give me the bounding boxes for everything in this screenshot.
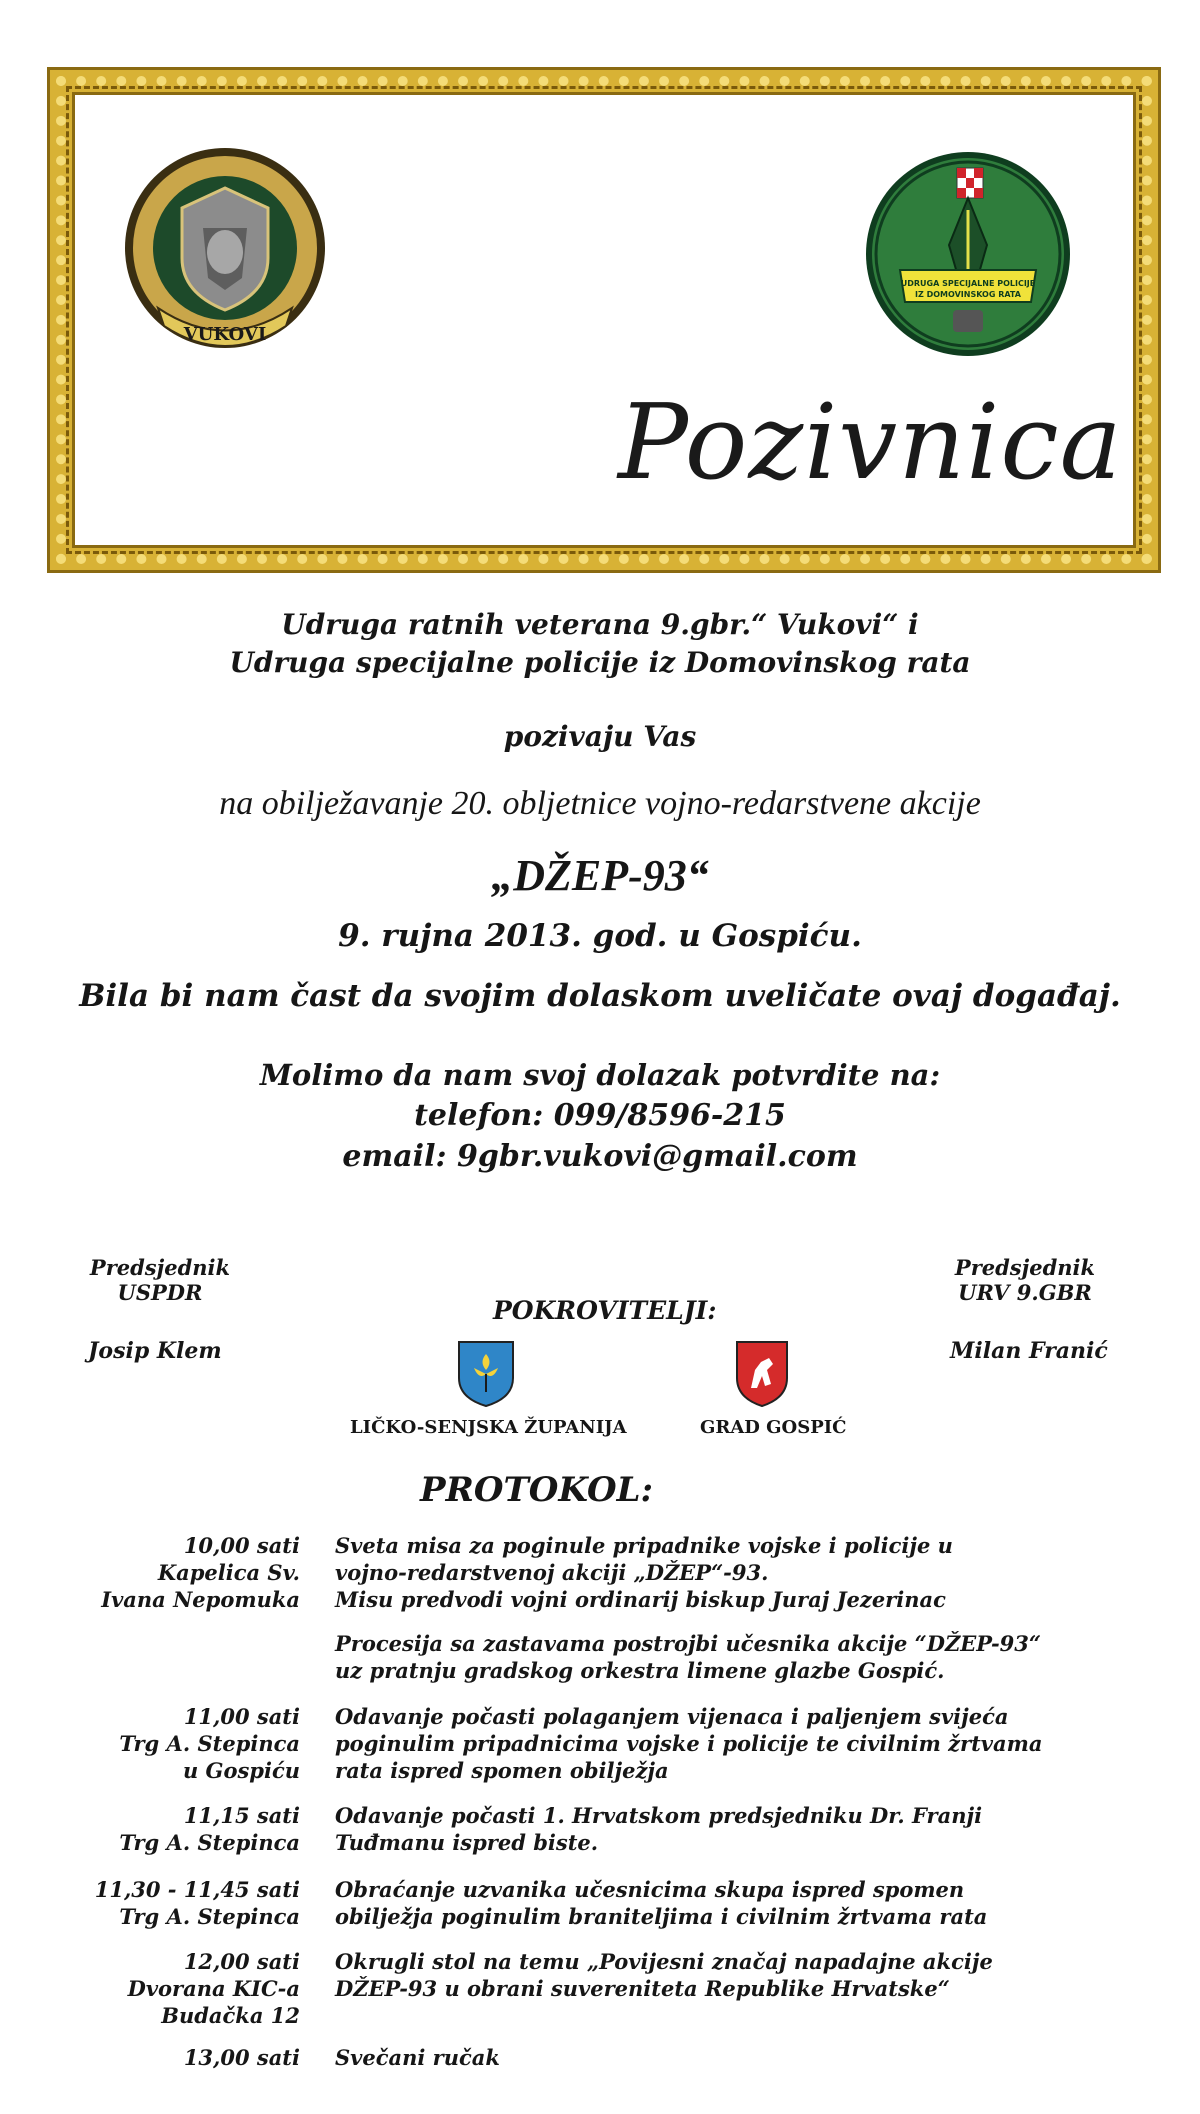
what-line: rata ispred spomen obilježja: [335, 1758, 669, 1783]
protocol-what: [335, 1630, 1165, 1684]
what-line: vojno-redarstvenoj akciji „DŽEP“-93.: [335, 1560, 769, 1585]
protocol-when: [0, 1948, 300, 2029]
svg-text:VUKOVI: VUKOVI: [183, 324, 267, 345]
when-line: Dvorana KIC-a: [127, 1976, 300, 2001]
protocol-when: [0, 1532, 300, 1613]
protocol-what: [335, 1532, 1165, 1613]
action-name: „DŽEP-93“: [491, 851, 709, 900]
protocol-when: [0, 2044, 300, 2071]
what-line: Misu predvodi vojni ordinarij biskup Juraj Jezerinac: [335, 1587, 946, 1612]
protocol-when: [0, 1876, 300, 1930]
occasion-line: na obilježavanje 20. obljetnice vojno-redarstvene akcije: [219, 785, 981, 822]
protocol-what: [335, 1802, 1165, 1856]
patrons-title: POKROVITELJI:: [493, 1296, 717, 1325]
organizer-line-1: Udruga ratnih veterana 9.gbr.“ Vukovi“ i: [281, 608, 919, 641]
email-contact: email: 9gbr.vukovi@gmail.com: [342, 1139, 858, 1174]
what-line: Odavanje počasti 1. Hrvatskom predsjedniku Dr. Franji: [335, 1803, 983, 1828]
what-line: poginulim pripadnicima vojske i policije te civilnim žrtvama: [335, 1731, 1043, 1756]
organizer-line-2: Udruga specijalne policije iz Domovinskog rata: [229, 646, 971, 679]
when-line: Ivana Nepomuka: [101, 1587, 300, 1612]
what-line: Sveta misa za poginule pripadnike vojske i policije u: [335, 1533, 953, 1558]
when-line: Trg A. Stepinca: [119, 1904, 300, 1929]
left-title-2: USPDR: [117, 1280, 203, 1305]
left-title-1: Predsjednik: [89, 1255, 231, 1280]
phone-contact: telefon: 099/8596-215: [414, 1098, 786, 1133]
what-line: Obraćanje uzvanika učesnicima skupa ispred spomen: [335, 1877, 965, 1902]
when-line: 11,15 sati: [183, 1803, 300, 1828]
when-line: 13,00 sati: [183, 2045, 300, 2070]
confirm-line: Molimo da nam svoj dolazak potvrdite na:: [259, 1058, 941, 1092]
what-line: Svečani ručak: [335, 2045, 500, 2070]
patron-label-city: GRAD GOSPIĆ: [700, 1417, 847, 1438]
protocol-what: [335, 2044, 1165, 2071]
what-line: Tuđmanu ispred biste.: [335, 1830, 599, 1855]
special-police-emblem: [865, 150, 1071, 362]
protocol-what: [335, 1876, 1165, 1930]
what-line: Odavanje počasti polaganjem vijenaca i paljenjem svijeća: [335, 1704, 1009, 1729]
what-line: Okrugli stol na temu „Povijesni značaj napadajne akcije: [335, 1949, 993, 1974]
what-line: DŽEP-93 u obrani suvereniteta Republike Hrvatske“: [335, 1976, 950, 2001]
when-line: Kapelica Sv.: [157, 1560, 300, 1585]
protocol-title: PROTOKOL:: [420, 1470, 654, 1510]
what-line: obilježja poginulim braniteljima i civilnim žrtvama rata: [335, 1904, 988, 1929]
svg-text:IZ DOMOVINSKOG RATA: IZ DOMOVINSKOG RATA: [915, 290, 1021, 299]
right-signatory-name: Milan Franić: [950, 1338, 1108, 1364]
what-line: Procesija sa zastavama postrojbi učesnika akcije “DŽEP-93“: [335, 1631, 1041, 1656]
svg-text:UDRUGA SPECIJALNE POLICIJE: UDRUGA SPECIJALNE POLICIJE: [900, 279, 1036, 288]
when-line: u Gospiću: [182, 1758, 300, 1783]
left-signatory-title: [75, 1255, 245, 1305]
what-line: uz pratnju gradskog orkestra limene glazbe Gospić.: [335, 1658, 945, 1683]
protocol-when: [0, 1802, 300, 1856]
right-title-1: Predsjednik: [954, 1255, 1096, 1280]
invitation-title: Pozivnica: [618, 381, 1123, 503]
when-line: 10,00 sati: [183, 1533, 300, 1558]
when-line: 11,00 sati: [183, 1704, 300, 1729]
invite-line: pozivaju Vas: [503, 720, 697, 753]
patron-label-county: LIČKO-SENJSKA ŽUPANIJA: [350, 1417, 627, 1438]
when-line: Budačka 12: [161, 2003, 300, 2028]
honor-line: Bila bi nam čast da svojim dolaskom uveličate ovaj događaj.: [79, 978, 1121, 1014]
vukovi-emblem: [118, 148, 332, 362]
when-line: 11,30 - 11,45 sati: [94, 1877, 300, 1902]
grad-gospic-coat-of-arms-icon: [735, 1340, 789, 1408]
protocol-what: [335, 1948, 1165, 2002]
right-signatory-title: [940, 1255, 1110, 1305]
left-signatory-name: Josip Klem: [88, 1338, 222, 1364]
event-date: 9. rujna 2013. god. u Gospiću.: [338, 918, 862, 954]
protocol-what: [335, 1703, 1165, 1784]
protocol-when: [0, 1703, 300, 1784]
when-line: 12,00 sati: [183, 1949, 300, 1974]
when-line: Trg A. Stepinca: [119, 1830, 300, 1855]
right-title-2: URV 9.GBR: [958, 1280, 1092, 1305]
licko-senjska-coat-of-arms-icon: [457, 1340, 515, 1408]
when-line: Trg A. Stepinca: [119, 1731, 300, 1756]
